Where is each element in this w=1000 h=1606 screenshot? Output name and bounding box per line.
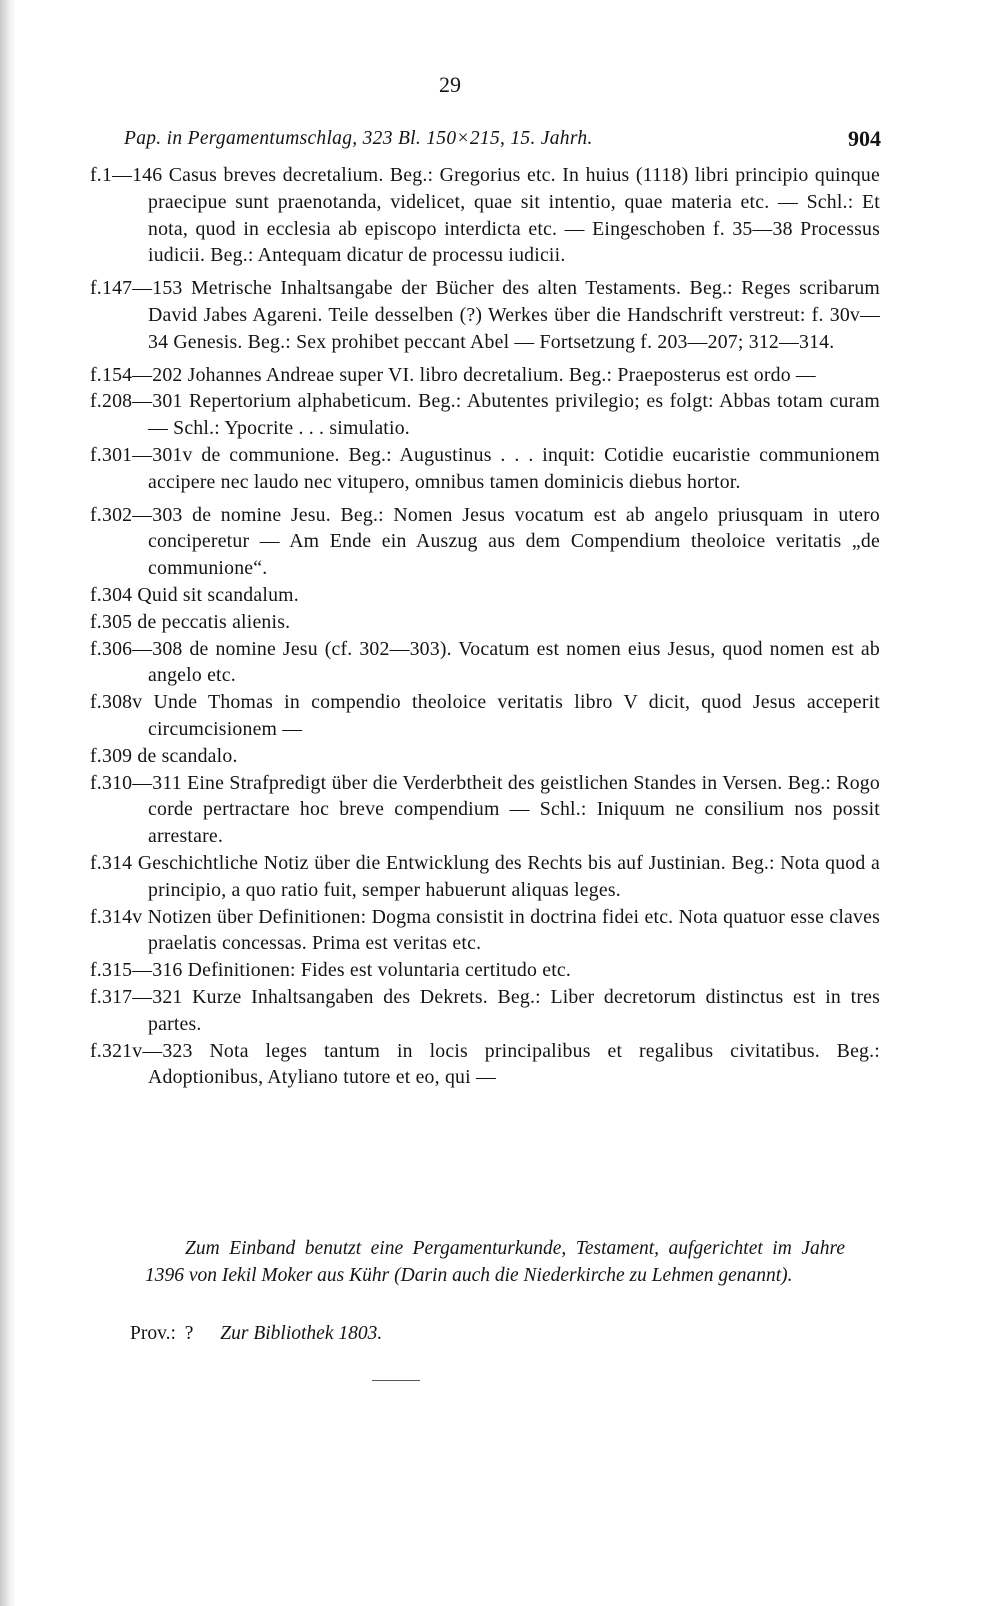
folio-entry [90,1038,880,1092]
folio-label: f. [90,164,102,186]
bottom-rule [372,1380,420,1381]
manuscript-description: Pap. in Pergamentumschlag, 323 Bl. 150×215, 15. Jahrh. [124,128,593,149]
folio-label: f. [90,277,102,300]
provenance-value: Zur Bibliothek 1803. [220,1323,383,1344]
page-number: 29 [439,72,461,97]
folio-entry-text: 1—146 Casus breves decretalium. Beg.: Gregorius etc. In huius (1118) libri principio quinque praecipue sunt praenotanda, videlicet, quae sit intentio, quae materia etc. — Schl.: Et nota, quod in ecclesia ab episcopo interdicta etc. — Eingeschoben f. 35—38 Processus iudicii. Beg.: Antequam dicatur de processu iudicii. [102,164,880,267]
folio-label: f. [90,771,102,794]
folio-entry-text: 305 de peccatis alienis. [102,610,291,633]
folio-entry [90,582,880,609]
folio-label: f. [90,1039,102,1062]
folio-label: f. [90,851,102,874]
folio-label: f. [90,905,102,928]
folio-label: f. [90,637,102,660]
folio-entry-text: 310—311 Eine Strafpredigt über die Verderbtheit des geistlichen Standes in Versen. Beg.: Rogo corde pertractare hoc breve compendium — Schl.: Iniquum ne consilium nos possit arrestare. [102,771,880,848]
folio-entry [90,689,880,743]
folio-label: f. [90,985,102,1008]
folio-entry [90,442,880,496]
folio-entry [90,984,880,1038]
folio-entry-text: 308v Unde Thomas in compendio theoloice veritatis libro V dicit, quod Jesus acceperit circumcisionem — [102,691,880,740]
folio-entry [90,275,880,355]
folio-entry-list [90,162,880,1091]
folio-entry [90,770,880,850]
folio-entry-text: 208—301 Repertorium alphabeticum. Beg.: Abutentes privilegio; es folgt: Abbas totam curam — Schl.: Ypocrite . . . simulatio. [102,390,880,440]
folio-label: f. [90,959,102,982]
folio-entry-text: 306—308 de nomine Jesu (cf. 302—303). Vocatum est nomen eius Jesus, quod nomen est ab angelo etc. [102,637,880,687]
folio-label: f. [90,583,102,606]
folio-entry [90,502,880,582]
scan-edge-shadow [0,0,16,1606]
folio-entry-text: 301—301v de communione. Beg.: Augustinus . . . inquit: Cotidie eucaristie communionem accipere nec laudo nec vitupero, omnibus tamen dominicis diebus hortor. [102,443,880,493]
folio-entry [90,636,880,690]
folio-label: f. [90,363,102,386]
folio-entry [90,388,880,442]
folio-entry-text: 317—321 Kurze Inhaltsangaben des Dekrets. Beg.: Liber decretorum distinctus est in tres partes. [102,985,880,1035]
folio-entry [90,162,880,269]
folio-label: f. [90,744,102,767]
folio-entry-text: 321v—323 Nota leges tantum in locis principalibus et regalibus civitatibus. Beg.: Adoptionibus, Atyliano tutore et eo, qui — [102,1039,880,1089]
manuscript-number: 904 [848,126,881,151]
folio-entry [90,362,880,389]
folio-entry-text: 304 Quid sit scandalum. [102,583,299,606]
folio-entry [90,957,880,984]
folio-entry-text: 314v Notizen über Definitionen: Dogma consistit in doctrina fidei etc. Nota quatuor esse claves praelatis concessas. Prima est veritas etc. [102,905,880,955]
folio-entry-text: 154—202 Johannes Andreae super VI. libro decretalium. Beg.: Praeposterus est ordo — [102,363,816,386]
provenance-unknown: ? [184,1323,194,1344]
folio-label: f. [90,691,102,714]
provenance-line [130,1323,382,1345]
folio-entry-text: 147—153 Metrische Inhaltsangabe der Bücher des alten Testaments. Beg.: Reges scribarum David Jabes Agareni. Teile desselben (?) Werkes über die Handschrift verstreut: f. 30v—34 Genesis. Beg.: Sex prohibet peccant Abel — Fortsetzung f. 203—207; 312—314. [102,277,880,353]
folio-entry-text: 314 Geschichtliche Notiz über die Entwicklung des Rechts bis auf Justinian. Beg.: Nota quod a principio, a quo ratio fuit, semper habuerunt aliquas leges. [102,851,880,901]
folio-label: f. [90,503,102,526]
provenance-label: Prov.: [130,1323,176,1344]
folio-entry [90,904,880,958]
folio-entry [90,850,880,904]
folio-entry [90,743,880,770]
folio-label: f. [90,443,102,466]
binding-note: Zum Einband benutzt eine Pergamenturkunde, Testament, aufgerichtet im Jahre 1396 von Iekil Moker aus Kühr (Darin auch die Niederkirche zu Lehmen genannt). [145,1238,845,1286]
folio-label: f. [90,610,102,633]
folio-label: f. [90,390,102,413]
folio-entry [90,609,880,636]
folio-entry-text: 315—316 Definitionen: Fides est voluntaria certitudo etc. [102,959,572,982]
folio-entry-text: 309 de scandalo. [102,744,238,767]
folio-entry-text: 302—303 de nomine Jesu. Beg.: Nomen Jesus vocatum est ab angelo priusquam in utero conciperetur — Am Ende ein Auszug aus dem Compendium theoloice veritatis „de communione“. [102,503,880,580]
